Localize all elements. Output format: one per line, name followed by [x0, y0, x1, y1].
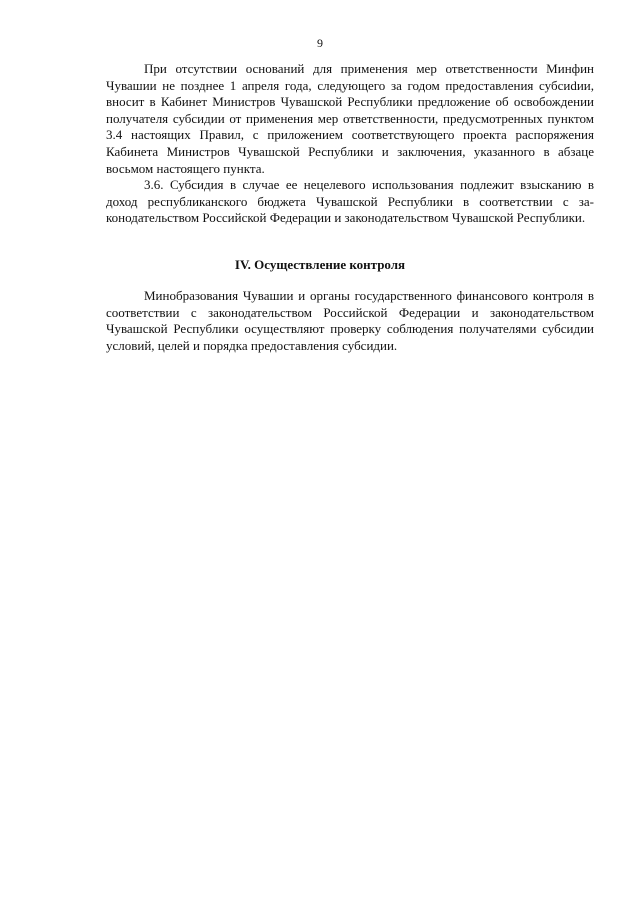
paragraph-3-6: 3.6. Субсидия в случае ее нецелевого использования подлежит взысканию в доход республиканского бюджета Чувашской Республики в соответствии с законодательством Российской Федерации и законодательством Чувашской Республики. [106, 177, 594, 226]
body-text-upper [106, 61, 594, 227]
paragraph-exemption: При отсутствии оснований для применения мер ответственности Минфин Чувашии не позднее 1 апреля года, следующего за годом предоставления субсиdии, вносит в Кабинет Министров Чувашской Республики предложение об освобождении получателя субсидии от применения мер ответственности, предусмотренных пунктом 3.4 настоящих Правил, с приложением соответствующего проекта распоряжения Кабинета Министров Чувашской Республики и заключения, указанного в абзаце восьмом настоящего пункта. [106, 61, 594, 176]
section-heading-control: IV. Осуществление контроля [234, 257, 406, 272]
page-number: 9 [317, 36, 323, 50]
paragraph-control: Минобразования Чувашии и органы государственного финансового контроля в соответствии с законодательством Российской Федерации и законодательством Чувашской Республики осуществляют проверку соблюдения получателями субсидии условий, целей и порядка предоставления субсидии. [106, 288, 594, 353]
body-text-lower [106, 288, 594, 354]
